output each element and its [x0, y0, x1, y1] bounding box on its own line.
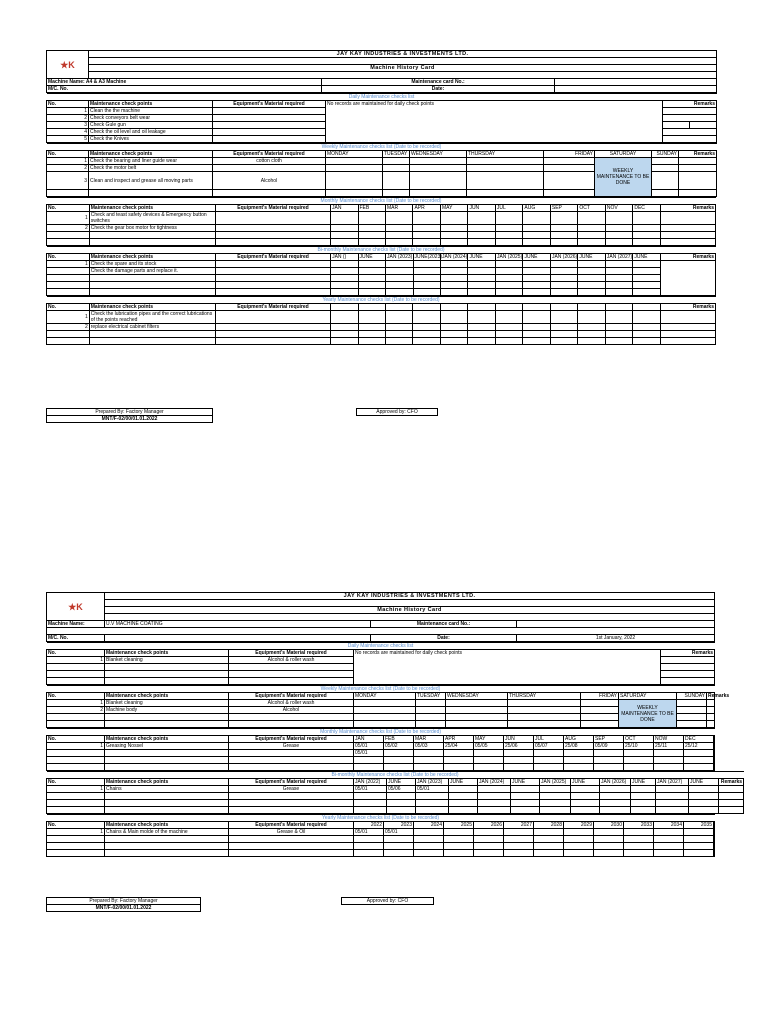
material: Alcohol — [213, 172, 326, 190]
date-cell[interactable]: 05/07 — [534, 743, 564, 750]
col-no: No. — [47, 151, 89, 158]
date-cell[interactable]: 05/03 — [414, 743, 444, 750]
machine-name-value[interactable]: U.V MACHINE COATING — [105, 621, 371, 628]
check-point: Blanket cleaning — [105, 700, 229, 707]
material — [213, 165, 326, 172]
col-no: No. — [47, 254, 90, 261]
col-period: JAN () — [331, 254, 358, 261]
check-point: replace electrical cabinet filters — [89, 324, 215, 331]
bimonthly-checks-table — [46, 771, 744, 814]
col-no: No. — [47, 693, 105, 700]
approved-by-box — [356, 408, 438, 416]
col-material: Equipment's Material required — [215, 304, 330, 311]
row-no: 1 — [47, 158, 89, 165]
card-header-table — [46, 592, 715, 642]
row-no: 2 — [47, 115, 89, 122]
col-period: JAN (2026) — [600, 779, 631, 786]
col-no: No. — [47, 736, 105, 743]
weekly-checks-table — [46, 143, 717, 197]
row-no: 1 — [47, 700, 105, 707]
yearly-checks-table — [46, 814, 715, 857]
col-saturday: SATURDAY — [595, 151, 652, 158]
date-cell[interactable]: 05/01 — [384, 829, 414, 836]
date-cell[interactable]: 05/02 — [384, 743, 414, 750]
check-point: Check the lubrication pipes and the correct lubrications of the points reached — [89, 311, 215, 324]
doc-code: MNT/F-02/00/01.01.2022 — [47, 416, 213, 423]
check-point: Check the damage parts and replace it. — [89, 268, 215, 275]
date-value[interactable]: 1st January, 2022 — [517, 635, 715, 642]
col-period: JAN (2027) — [656, 779, 689, 786]
col-month: JUL — [495, 205, 522, 212]
date-cell[interactable]: 05/01 — [354, 786, 387, 793]
col-material: Equipment's Material required — [229, 693, 354, 700]
check-point: Clean and inspect and grease all moving parts — [89, 172, 213, 190]
monthly-section-title: Monthly Maintenance checks list (Date to be recorded) — [47, 198, 716, 205]
col-material: Equipment's Material required — [215, 205, 330, 212]
col-month: OCT — [624, 736, 654, 743]
maintenance-card-value[interactable] — [517, 621, 715, 628]
weekly-section-title: Weekly Maintenance checks list (Date to be recorded) — [47, 686, 715, 693]
col-saturday: SATURDAY — [619, 693, 677, 700]
col-period: JUNE — [571, 779, 600, 786]
row-no: 1 — [47, 212, 90, 225]
material: Alcohol & roller wash — [229, 657, 354, 664]
col-friday: FRIDAY — [581, 693, 619, 700]
date-cell[interactable]: 25/04 — [444, 743, 474, 750]
col-remarks: Remarks — [660, 304, 715, 311]
check-point: Greasing Nossel — [105, 743, 229, 750]
col-wednesday: WEDNESDAY — [446, 693, 508, 700]
weekly-section-title: Weekly Maintenance checks list (Date to be recorded) — [47, 144, 717, 151]
col-month: DEC — [684, 736, 714, 743]
col-period: JAN (2023) — [387, 254, 413, 260]
col-no: No. — [47, 304, 90, 311]
col-no: No. — [47, 822, 105, 829]
col-check-point: Maintenance check points — [105, 822, 229, 829]
check-point: Chains & Main molde of the machine — [105, 829, 229, 836]
company-name: JAY KAY INDUSTRIES & INVESTMENTS LTD. — [105, 593, 715, 600]
weekly-maintenance-note: WEEKLY MAINTENANCE TO BE DONE — [595, 158, 652, 197]
col-month: JUN — [504, 736, 534, 743]
col-month: MAR — [385, 205, 412, 212]
col-period: JAN (2024) — [442, 254, 468, 260]
col-year: 2026 — [474, 822, 504, 829]
check-point: Clean the the machine — [89, 108, 213, 115]
col-material: Equipment's Material required — [216, 254, 331, 261]
row-no: 2 — [47, 707, 105, 714]
col-month: MAY — [440, 205, 467, 212]
maintenance-card-1 — [46, 50, 716, 345]
date-label: Date: — [322, 86, 555, 93]
prepared-by-box — [46, 408, 213, 423]
col-year: 2025 — [444, 822, 474, 829]
col-month: OCT — [578, 205, 605, 212]
col-month: JUN — [468, 205, 495, 212]
col-period: JAN (2025) — [540, 779, 571, 786]
maintenance-card-2 — [46, 592, 743, 857]
check-point: Check the Knives — [89, 136, 213, 143]
col-sunday: SUNDAY — [652, 151, 679, 158]
col-check-point: Maintenance check points — [89, 254, 215, 261]
weekly-maintenance-note: WEEKLY MAINTENANCE TO BE DONE — [619, 700, 677, 728]
col-month: NOV — [605, 205, 632, 212]
col-period: JAN (2025) — [496, 254, 523, 260]
logo-cell — [47, 51, 89, 79]
col-period: JUNE — [689, 779, 719, 786]
row-no: 2 — [47, 324, 90, 331]
col-check-point: Maintenance check points — [105, 650, 229, 657]
col-remarks: Remarks — [679, 151, 717, 158]
daily-checks-table — [46, 642, 715, 685]
col-year: 2030 — [594, 822, 624, 829]
col-month: NOW — [654, 736, 684, 743]
col-month: AUG — [564, 736, 594, 743]
remarks-cell[interactable] — [714, 743, 715, 750]
maintenance-card-value[interactable] — [555, 79, 717, 86]
prepared-by-box — [46, 897, 201, 912]
date-cell[interactable]: 05/05 — [474, 743, 504, 750]
col-material: Equipment's Material required — [229, 650, 354, 657]
daily-checks-table — [46, 93, 717, 143]
col-period: JAN (2027) — [606, 254, 633, 260]
col-period: JAN (2026) — [551, 254, 578, 260]
col-check-point: Maintenance check points — [105, 779, 229, 786]
prepared-by: Prepared By: Factory Manager — [47, 898, 201, 905]
col-no: No. — [47, 101, 89, 108]
company-logo-icon: ★K — [60, 59, 75, 70]
date-cell[interactable]: 25/08 — [564, 743, 594, 750]
col-year: 2024 — [414, 822, 444, 829]
col-check-point: Maintenance check points — [89, 101, 213, 108]
col-remarks: Remarks — [663, 101, 717, 108]
col-thursday: THURSDAY — [467, 151, 544, 158]
material: Alcohol — [229, 707, 354, 714]
bimonthly-checks-table — [46, 246, 716, 296]
col-period: JUNE — [387, 779, 416, 786]
date-cell[interactable]: 25/06 — [504, 743, 534, 750]
row-no: 2 — [47, 225, 90, 232]
col-month: JUL — [534, 736, 564, 743]
daily-note: No records are maintained for daily check points — [326, 101, 663, 143]
col-year: 2027 — [504, 822, 534, 829]
check-point: Check the bearing and liner guide wear — [89, 158, 213, 165]
monthly-checks-table — [46, 197, 716, 246]
row-no: 1 — [47, 829, 105, 836]
material: Grease — [229, 743, 354, 750]
col-month: JAN — [354, 736, 384, 743]
col-period: JUNE(2023) — [414, 254, 443, 260]
logo-cell — [47, 593, 105, 621]
col-material: Equipment's Material required — [229, 779, 354, 786]
material: Grease & Oil — [229, 829, 354, 836]
col-period: JUNE — [511, 779, 540, 786]
monthly-section-title: Monthly Maintenance checks list (Date to be recorded) — [47, 729, 715, 736]
col-month: AUG — [523, 205, 550, 212]
row-no: 3 — [47, 172, 89, 190]
approved-by: Approved by: CFO — [342, 898, 434, 905]
col-period: JUNE — [578, 254, 605, 261]
date-cell[interactable]: 05/09 — [594, 743, 624, 750]
col-month: FEB — [384, 736, 414, 743]
bimonthly-section-title: Bi-monthly Maintenance checks list (Date to be recorded) — [47, 772, 744, 779]
col-monday: MONDAY — [326, 151, 383, 158]
col-no: No. — [47, 779, 105, 786]
card-title: Machine History Card — [89, 65, 717, 72]
col-period: JAN (2024) — [478, 779, 511, 786]
mc-no-label: M/C. No. — [47, 86, 322, 93]
check-point: Check Gule gun — [89, 122, 213, 129]
col-month: SEP — [550, 205, 577, 212]
col-material: Equipment's Material required — [213, 151, 326, 158]
card-header-table — [46, 50, 717, 93]
check-point: Check the spare and its stock — [89, 261, 215, 268]
row-no: 1 — [47, 261, 90, 268]
check-point: Check conveyors belt wear — [89, 115, 213, 122]
col-no: No. — [47, 650, 105, 657]
col-check-point: Maintenance check points — [89, 205, 215, 212]
date-cell[interactable]: 05/01 — [354, 750, 384, 757]
yearly-section-title: Yearly Maintenance checks list (Date to be recorded) — [47, 815, 715, 822]
col-period: JUNE — [523, 254, 550, 261]
prepared-by: Prepared By: Factory Manager — [47, 409, 213, 416]
row-no: 1 — [47, 108, 89, 115]
doc-code: MNT/F-02/00/01.01.2022 — [47, 905, 201, 912]
col-month: APR — [444, 736, 474, 743]
col-remarks: Remarks — [708, 693, 730, 699]
col-period: JAN (2022) — [354, 779, 387, 786]
col-period: JUNE — [358, 254, 385, 261]
col-remarks — [714, 736, 715, 743]
col-year: 2023 — [384, 822, 414, 829]
row-no: 4 — [47, 129, 89, 136]
date-cell[interactable]: 25/12 — [684, 743, 714, 750]
machine-name-label: Machine Name: A4 & A3 Machine — [47, 79, 322, 86]
row-no: 1 — [47, 743, 105, 750]
date-label: Date: — [371, 635, 517, 642]
row-no — [47, 268, 90, 275]
col-remarks: Remarks — [660, 254, 715, 261]
date-value[interactable] — [555, 86, 717, 93]
col-remarks: Remarks — [661, 650, 715, 657]
material: Grease — [229, 786, 354, 793]
col-month: MAR — [414, 736, 444, 743]
col-month: SEP — [594, 736, 624, 743]
maintenance-card-label: Maintenance card No.: — [371, 621, 517, 628]
yearly-section-title: Yearly Maintenance checks list (Date to be recorded) — [47, 297, 716, 304]
daily-note: No records are maintained for daily check points — [354, 650, 661, 685]
material: cotton cloth — [213, 158, 326, 165]
material: Alcohol & roller wash — [229, 700, 354, 707]
col-tuesday: TUESDAY — [383, 151, 410, 158]
daily-section-title: Daily Maintenance checks list — [47, 94, 717, 101]
col-month: MAY — [474, 736, 504, 743]
col-no: No. — [47, 205, 90, 212]
maintenance-card-label: Maintenance card No.: — [322, 79, 555, 86]
col-remarks — [714, 822, 715, 829]
col-period: JUNE — [631, 779, 656, 786]
col-tuesday: TUESDAY — [416, 693, 446, 700]
col-period: JUNE — [468, 254, 495, 261]
company-logo-icon: ★K — [68, 601, 83, 612]
card-title: Machine History Card — [105, 607, 715, 614]
col-year: 2029 — [564, 822, 594, 829]
col-friday: FRIDAY — [544, 151, 595, 158]
col-period: JAN (2023) — [416, 779, 449, 786]
check-point: Blanket cleaning — [105, 657, 229, 664]
col-month: APR — [413, 205, 440, 212]
col-year: 2034 — [654, 822, 684, 829]
col-month: DEC — [633, 205, 660, 212]
row-no: 5 — [47, 136, 89, 143]
approved-by-box — [341, 897, 434, 905]
col-year: 2022 — [354, 822, 384, 829]
bimonthly-section-title: Bi-monthly Maintenance checks list (Date to be recorded) — [47, 247, 716, 254]
col-material: Equipment's Material required — [213, 101, 326, 108]
col-monday: MONDAY — [354, 693, 416, 700]
col-check-point: Maintenance check points — [89, 151, 213, 158]
row-no: 1 — [47, 311, 90, 324]
mc-no-label: M/C. No. — [47, 635, 105, 642]
check-point: Check the motor belt — [89, 165, 213, 172]
col-year: 2028 — [534, 822, 564, 829]
col-thursday: THURSDAY — [508, 693, 581, 700]
col-remarks: Remarks — [719, 779, 744, 786]
col-sunday: SUNDAY — [677, 693, 707, 700]
col-year: 2033 — [624, 822, 654, 829]
date-cell[interactable]: 05/01 — [354, 829, 384, 836]
row-no: 1 — [47, 657, 105, 664]
remarks-cell[interactable] — [714, 750, 715, 757]
row-no: 3 — [47, 122, 89, 129]
row-no: 1 — [47, 786, 105, 793]
date-cell[interactable]: 05/01 — [416, 786, 449, 793]
row-no: 2 — [47, 165, 89, 172]
col-month: FEB — [358, 205, 385, 212]
date-cell[interactable]: 25/11 — [654, 743, 684, 750]
col-remarks: Remarks — [660, 205, 715, 212]
col-year: 2035 — [684, 822, 714, 829]
col-check-point: Maintenance check points — [105, 693, 229, 700]
col-check-point: Maintenance check points — [89, 304, 215, 311]
yearly-checks-table — [46, 296, 716, 345]
col-month: JAN — [331, 205, 358, 212]
check-point: Check and teast safety devices & Emergency button switches — [89, 212, 215, 225]
monthly-checks-table — [46, 728, 715, 771]
col-material: Equipment's Material required — [229, 736, 354, 743]
col-check-point: Maintenance check points — [105, 736, 229, 743]
col-material: Equipment's Material required — [229, 822, 354, 829]
check-point: Check the gear box motor for tightness — [89, 225, 215, 232]
machine-name-label: Machine Name: — [47, 621, 105, 628]
company-name: JAY KAY INDUSTRIES & INVESTMENTS LTD. — [89, 51, 717, 58]
date-cell[interactable]: 05/01 — [354, 743, 384, 750]
col-period: JUNE — [449, 779, 478, 786]
col-wednesday: WEDNESDAY — [410, 151, 467, 158]
check-point: Check the oil level and oil leakage — [89, 129, 213, 136]
daily-section-title: Daily Maintenance checks list — [47, 643, 715, 650]
date-cell[interactable]: 25/10 — [624, 743, 654, 750]
col-period: JUNE — [633, 254, 660, 261]
date-cell[interactable]: 05/06 — [387, 786, 416, 793]
weekly-checks-table — [46, 685, 730, 728]
check-point: Chains — [105, 786, 229, 793]
check-point: Machine body — [105, 707, 229, 714]
approved-by: Approved by: CFO — [357, 409, 438, 416]
